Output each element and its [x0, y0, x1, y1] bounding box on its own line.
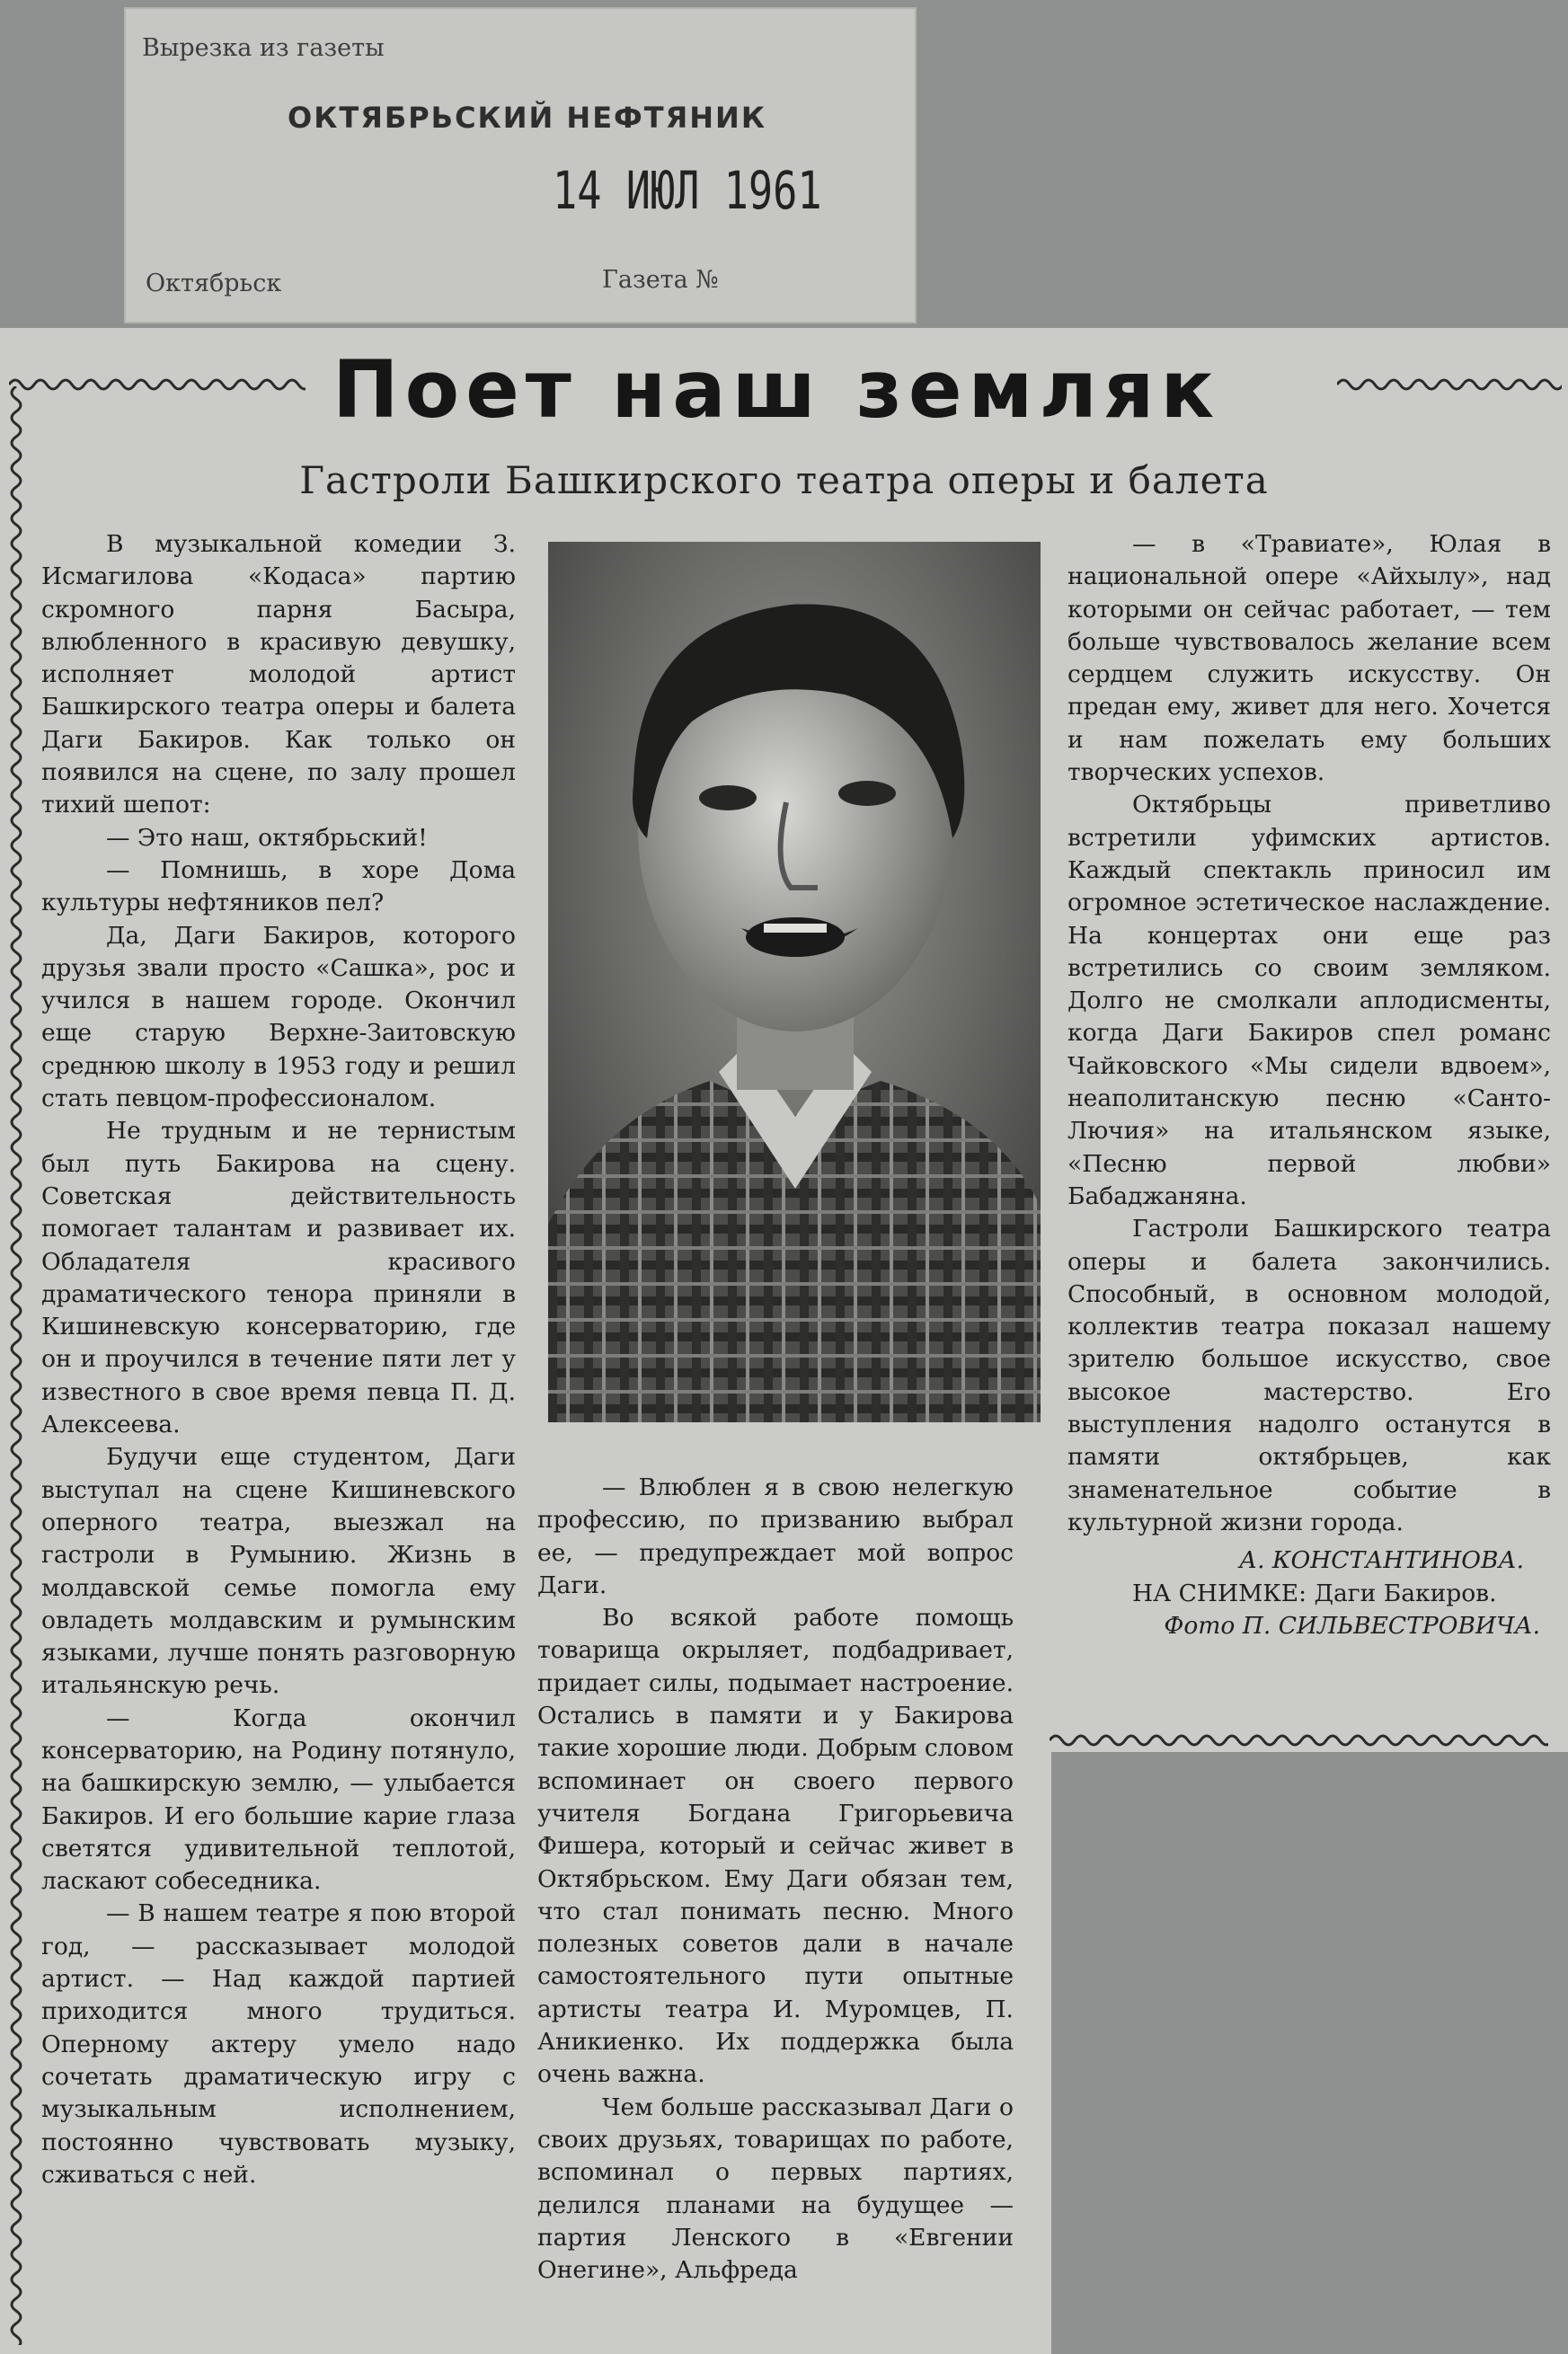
portrait-illustration: [548, 542, 1041, 1422]
portrait-photo: [548, 542, 1041, 1422]
label-newspaper-name: ОКТЯБРЬСКИЙ НЕФТЯНИК: [288, 101, 766, 135]
col1-paragraph: — Когда окончил консерваторию, на Родину потянуло, на башкирскую землю, — улыбается Бакиров. И его большие карие глаза светятся удивительной теплотой, ласкают собеседника.: [41, 1704, 516, 1896]
wavy-rule-right: [1337, 373, 1562, 396]
archive-label-card: [124, 7, 917, 323]
col1-paragraph: — Это наш, октябрьский!: [106, 823, 428, 852]
label-city: Октябрьск: [146, 270, 282, 297]
col1-paragraph: — В нашем театре я пою второй год, — рассказывает молодой артист. — Над каждой партией приходится много трудиться. Оперному актеру умело надо сочетать драматическую игру с музыкальным исполнением, постоянно чувствовать музыку, сживаться с ней.: [41, 1899, 516, 2189]
article-column-2: [537, 1472, 1014, 2287]
article-subheadline: Гастроли Башкирского театра оперы и балета: [299, 458, 1269, 502]
wavy-rule-left: [9, 373, 306, 396]
col1-paragraph: Будучи еще студентом, Даги выступал на сцене Кишиневского оперного театра, выезжал на гастроли в Румынию. Жизнь в молдавской семье помогла ему овладеть молдавским и румынским языками, лучше понять разговорную итальянскую речь.: [41, 1443, 516, 1700]
wavy-rule-vertical: [5, 386, 27, 2345]
article-column-1: [41, 528, 516, 2191]
label-newspaper-number: Газета №: [602, 266, 719, 294]
article-column-3: [1067, 528, 1551, 1642]
photo-caption: НА СНИМКЕ: Даги Бакиров.: [1132, 1579, 1497, 1607]
photo-credit: Фото П. СИЛЬВЕСТРОВИЧА.: [1164, 1611, 1540, 1640]
col1-paragraph: Да, Даги Бакиров, которого друзья звали просто «Сашка», рос и учился в нашем городе. Окончил еще старую Верхне-Заитовскую среднюю школу в 1953 году и решил стать певцом-профессионалом.: [41, 921, 516, 1113]
wavy-rule-bottom: [1050, 1730, 1548, 1751]
col3-paragraph: Гастроли Башкирского театра оперы и балета закончились. Способный, в основном молодой, коллектив театра показал нашему зрителю большое искусство, свое высокое мастерство. Его выступления надолго останутся в памяти октябрьцев, как знаменательное событие в культурной жизни города.: [1067, 1215, 1551, 1536]
col1-paragraph: Не трудным и не тернистым был путь Бакирова на сцену. Советская действительность помогает талантам и развивает их. Обладателя красивого драматического тенора приняли в Кишиневскую консерваторию, где он и проучился в течение пяти лет у известного в свое время певца П. Д. Алексеева.: [41, 1117, 516, 1439]
col3-paragraph: Октябрьцы приветливо встретили уфимских артистов. Каждый спектакль приносил им огромное эстетическое наслаждение. На концертах они еще раз встретились со своим земляком. Долго не смолкали аплодисменты, когда Даги Бакиров спел романс Чайковского «Мы сидели вдвоем», неаполитанскую песню «Санто-Лючия» на итальянском языке, «Песню первой любви» Бабаджаняна.: [1067, 791, 1551, 1210]
col2-paragraph: Во всякой работе помощь товарища окрыляет, подбадривает, придает силы, подымает настроение. Остались в памяти и у Бакирова такие хорошие люди. Добрым словом вспоминает он своего первого учителя Богдана Григорьевича Фишера, который и сейчас живет в Октябрьском. Ему Даги обязан тем, что стал понимать песню. Много полезных советов дали в начале самостоятельного пути опытные артисты театра И. Муромцев, П. Аникиенко. Их поддержка была очень важна.: [537, 1604, 1014, 2089]
col2-paragraph: — Влюблен я в свою нелегкую профессию, по призванию выбрал ее, — предупреждает мой вопрос Даги.: [537, 1473, 1014, 1599]
col1-paragraph: В музыкальной комедии З. Исмагилова «Кодаса» партию скромного парня Басыра, влюбленного в красивую девушку, исполняет молодой артист Башкирского театра оперы и балета Даги Бакиров. Как только он появился на сцене, по залу прошел тихий шепот:: [41, 530, 516, 819]
article-headline: Поет наш земляк: [332, 343, 1221, 436]
label-date-stamp: 14 ИЮЛ 1961: [553, 160, 822, 221]
col2-paragraph: Чем больше рассказывал Даги о своих друзьях, товарищах по работе, вспоминал о первых партиях, делился планами на будущее — партия Ленского в «Евгении Онегине», Альфреда: [537, 2093, 1014, 2285]
col1-paragraph: — Помнишь, в хоре Дома культуры нефтяников пел?: [41, 855, 516, 917]
label-cutting-from: Вырезка из газеты: [142, 34, 385, 62]
author-signature: А. КОНСТАНТИНОВА.: [1239, 1546, 1524, 1575]
col3-paragraph: — в «Травиате», Юлая в национальной опере «Айхылу», над которыми он сейчас работает, — тем больше чувствовалось желание всем сердцем служить искусству. Он предан ему, живет для него. Хочется и нам пожелать ему больших творческих успехов.: [1067, 530, 1551, 787]
